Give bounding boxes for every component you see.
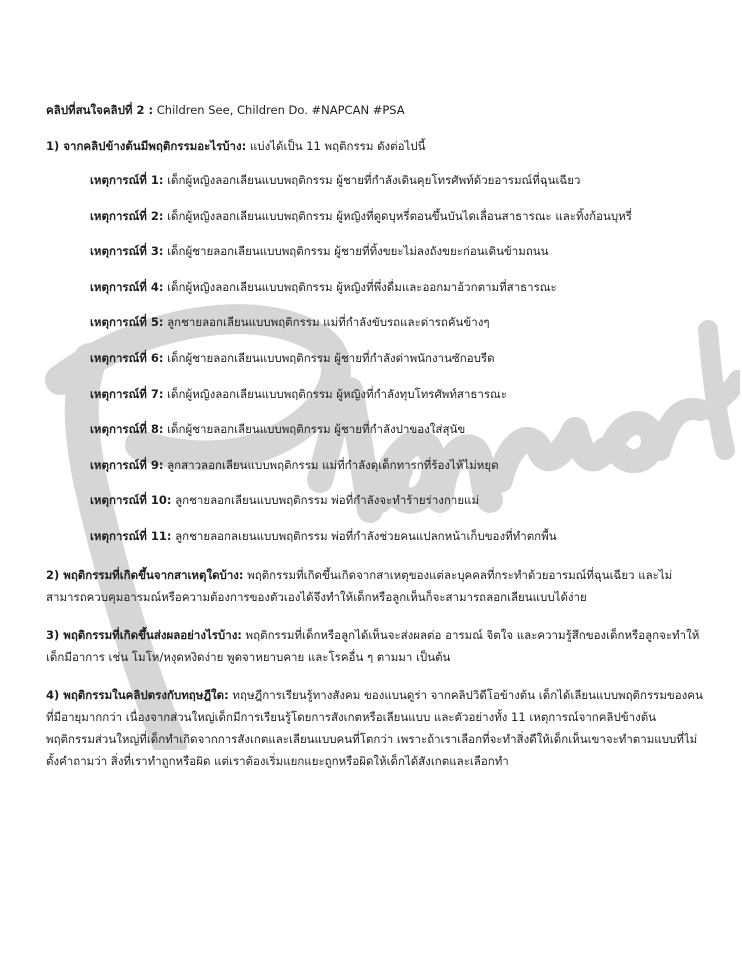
event-text: ลูกสาวลอกเลียนแบบพฤติกรรม แม่ที่กำลังดุเด็กทารกที่ร้องไห้ไม่หยุด: [163, 457, 499, 472]
event-text: เด็กผู้ชายลอกเลียนแบบพฤติกรรม ผู้ชายที่กำลังด่าพนักงานซักอบรีด: [163, 350, 495, 365]
event-label: เหตุการณ์ที่ 11:: [90, 528, 172, 543]
event-item: [90, 279, 706, 295]
question-1-heading: 1) จากคลิปข้างต้นมีพฤติกรรมอะไรบ้าง:: [46, 139, 247, 153]
question-2-answer: พฤติกรรมที่เกิดขึ้นเกิดจากสาเหตุของแต่ละบุคคลที่กระทำด้วยอารมณ์ที่ฉุนเฉียว และไม่สามารถควบคุมอารมณ์หรือความต้องการของตัวเองได้จึงทำให้เด็กหรือลูกเห็นก็จะสามารถลอกเลียนแบบได้ง่าย: [46, 567, 673, 604]
event-item: [90, 350, 706, 366]
event-text: ลูกชายลอกเลียนแบบพฤติกรรม แม่ที่กำลังขับรถและด่ารถคันข้างๆ: [163, 315, 490, 330]
event-item: [90, 492, 706, 508]
event-text: ลูกชายลอกลเยนแบบพฤติกรรม พ่อที่กำลังช่วยคนแปลกหน้าเก็บของที่ทำตกพื้น: [171, 528, 557, 543]
event-text: เด็กผู้หญิงลอกเลียนแบบพฤติกรรม ผู้ชายที่กำลังเดินคุยโทรศัพท์ด้วยอารมณ์ที่ฉุนเฉียว: [163, 173, 581, 187]
event-text: เด็กผู้หญิงลอกเลียนแบบพฤติกรรม ผู้หญิงที่กำลังทุบโทรศัพท์สาธารณะ: [163, 386, 507, 401]
event-label: เหตุการณ์ที่ 3:: [90, 244, 164, 259]
event-label: เหตุการณ์ที่ 5:: [90, 315, 164, 330]
event-label: เหตุการณ์ที่ 9:: [90, 457, 164, 472]
document-content: [46, 102, 706, 772]
clip-title-label: คลิปที่สนใจคลิปที่ 2 :: [46, 103, 154, 117]
event-item: [90, 386, 706, 402]
question-3-answer: พฤติกรรมที่เด็กหรือลูกได้เห็นจะส่งผลต่อ อารมณ์ จิตใจ และความรู้สึกของเด็กหรือลูกจะทำให้เด็กมีอาการ เช่น โมโห/หงุดหงิดง่าย พูดจาหยาบคาย และโรคอื่น ๆ ตามมา เป็นต้น: [46, 627, 700, 664]
event-text: เด็กผู้ชายลอกเลียนแบบพฤติกรรม ผู้ชายที่ทิ้งขยะไม่ลงถังขยะก่อนเดินข้ามถนน: [163, 244, 549, 259]
clip-title: [46, 102, 706, 118]
event-text: เด็กผู้หญิงลอกเลียนแบบพฤติกรรม ผู้หญิงที่พึ่งดื่มและออกมาอ้วกตามที่สาธารณะ: [163, 279, 557, 294]
question-4-heading: 4) พฤติกรรมในคลิปตรงกับทฤษฎีใด:: [46, 687, 229, 702]
event-text: ลูกชายลอกเลียนแบบพฤติกรรม พ่อที่กำลังจะทำร้ายร่างกายแม่: [171, 493, 480, 508]
question-2-heading: 2) พฤติกรรมที่เกิดขึ้นจากสาเหตุใดบ้าง:: [46, 567, 244, 582]
event-text: เด็กผู้ชายลอกเลียนแบบพฤติกรรม ผู้ชายที่กำลังปาของใส่สุนัข: [163, 422, 466, 437]
clip-title-text: Children See, Children Do. #NAPCAN #PSA: [153, 103, 405, 117]
question-3-heading: 3) พฤติกรรมที่เกิดขึ้นส่งผลอย่างไรบ้าง:: [46, 627, 242, 642]
event-text: เด็กผู้หญิงลอกเลียนแบบพฤติกรรม ผู้หญิงที่ดูดบุหรี่ตอนขึ้นบันไดเลื่อนสาธารณะ และทิ้งก้อนบุหรี่: [163, 208, 632, 223]
event-label: เหตุการณ์ที่ 1:: [90, 173, 164, 187]
event-item: [90, 172, 706, 188]
event-item: [90, 314, 706, 330]
question-4: [46, 684, 706, 772]
question-1-answer: แบ่งได้เป็น 11 พฤติกรรม ดังต่อไปนี้: [246, 139, 426, 153]
event-item: [90, 208, 706, 224]
event-label: เหตุการณ์ที่ 4:: [90, 279, 164, 294]
question-4-answer: ทฤษฎีการเรียนรู้ทางสังคม ของแบนดูร่า จากคลิปวิดีโอข้างต้น เด็กได้เลียนแบบพฤติกรรมของคนที่มีอายุมากกว่า เนื่องจากส่วนใหญ่เด็กมีการเรียนรู้โดยการสังเกตหรือเลียนแบบ และตัวอย่างทั้ง 11 เหตุการณ์จากคลิปข้างต้น พฤติกรรมส่วนใหญ่ที่เด็กทำเกิดจากการสังเกตและเลียนแบบคนที่โตกว่า เพราะถ้าเราเลือกที่จะทำสิ่งดีให้เด็กเห็นเขาจะทำตามแบบที่ไม่ตั้งคำถามว่า สิ่งที่เราทำถูกหรือผิด แต่เราต้องเริ่มแยกแยะถูกหรือผิดให้เด็กได้สังเกตและเลือกทำ: [46, 687, 703, 768]
event-label: เหตุการณ์ที่ 2:: [90, 208, 164, 223]
event-label: เหตุการณ์ที่ 8:: [90, 422, 164, 437]
event-label: เหตุการณ์ที่ 7:: [90, 386, 164, 401]
event-item: [90, 457, 706, 473]
event-list: [46, 172, 706, 544]
event-item: [90, 528, 706, 544]
question-2: [46, 564, 706, 608]
event-label: เหตุการณ์ที่ 10:: [90, 493, 172, 508]
question-1: [46, 138, 706, 154]
event-item: [90, 243, 706, 259]
event-item: [90, 421, 706, 437]
question-3: [46, 624, 706, 668]
event-label: เหตุการณ์ที่ 6:: [90, 350, 164, 365]
